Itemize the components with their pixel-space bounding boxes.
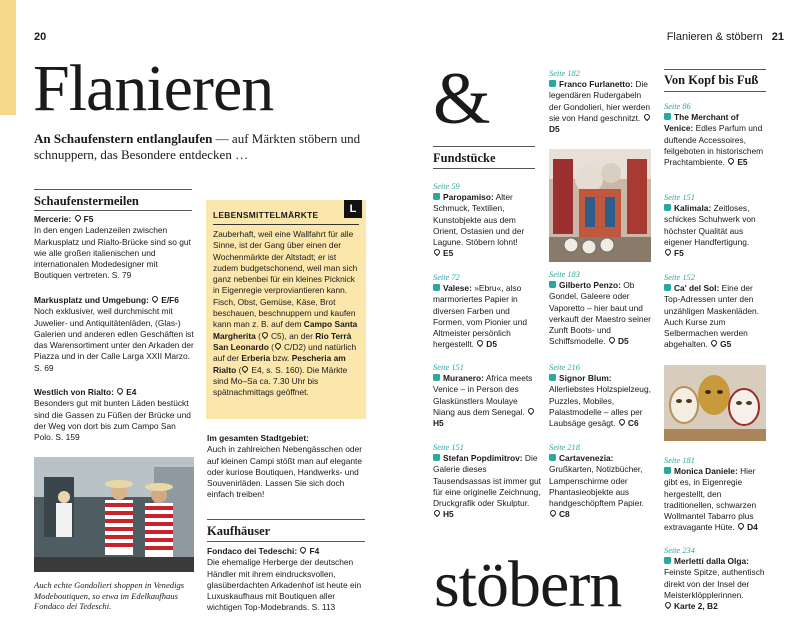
map-pin-icon [73,214,81,222]
shop-text: Ob Gondel, Galeere oder Vaporetto – hier baut und verkauft der Maestro seiner Zunft Boots- und Schiffsmodelle. [549,280,651,347]
section-heading-kaufhaeuser: Kaufhäuser [207,524,271,538]
lebensmittel-heading: LEBENSMITTELMÄRKTE [213,210,319,220]
entry-name: Mercerie: [34,214,72,224]
text-span: ), an der [281,330,316,341]
divider [433,146,535,147]
photo-shop-window [549,149,651,262]
title-flanieren: Flanieren [33,52,274,125]
shop-entry [433,443,541,521]
shopping-bag-icon [664,467,671,474]
page-reference: Seite 59 [433,182,460,191]
shop-name: Stefan Popdimitrov: [443,453,523,463]
running-head-title: Flanieren & stöbern [666,31,763,43]
map-pin-icon [116,387,124,395]
stadtgebiet-entry [207,433,367,501]
shop-name: Merletti dalla Olga: [674,556,749,566]
entry-text: Besonders gut mit bunten Läden bestückt sind die Gassen zu Füßen der Brücke und der Weg von dort bis zum Campo San Polo. S. 159 [34,398,191,443]
page-number-right: 21 [771,31,784,43]
text-span: ( [268,341,274,352]
map-pin-icon [737,522,745,530]
shop-name: Paropamiso: [443,192,494,202]
shopping-bag-icon [664,557,671,564]
shop-entry [549,69,655,135]
photo-shop-window [549,149,651,262]
divider [213,224,359,225]
divider [34,189,192,190]
shop-text: Grußkarten, Notizbücher, Lampenschirme oder Phantasieobjekte aus handgeschöpftem Papier. [549,464,644,509]
shop-name: The Merchant of Venice: [664,112,739,134]
entry-name: Im gesamten Stadtgebiet: [207,433,309,443]
shopping-bag-icon [664,284,671,291]
shop-entry [549,443,655,521]
shop-location: D5 [549,124,560,135]
divider [664,69,766,70]
photo-masks [664,365,766,441]
shop-entry [664,456,770,534]
map-location: E4, s. S. 160 [251,364,300,375]
title-stoebern: stöbern [434,548,622,621]
shopping-bag-icon [549,281,556,288]
text-span: Zauberhaft, weil eine Wallfahrt für alle Sinne, ist der Gang über einen der Wochenmärkte der Altstadt; er ist zudem budgetschonend, weil man sich ganz nebenbei für ein kleines Picknick in Eigenregie verproviantieren kann. Fisch, Obst, Gemüse, Käse, Brot beschauen, beschnuppern und kaufen kann man z. B. auf dem [213,229,358,330]
map-pin-icon [527,407,535,415]
shop-text: Allerliebstes Holzspielzeug, Puzzles, Mobiles, Palastmodelle – alles per Laubsäge gesägt. [549,384,651,429]
market-name: Erberia [241,353,271,364]
decorative-yellow-bar [0,0,16,115]
lebensmittel-text [213,229,363,398]
section-heading-vonkopf: Von Kopf bis Fuß [664,73,759,87]
shop-location: D5 [617,336,629,347]
divider [207,541,365,542]
schaufenster-entry [34,295,196,374]
shop-name: Cartavenezia: [559,453,614,463]
map-pin-icon [261,330,269,338]
shop-text: Feinste Spitze, authentisch direkt von der Insel der Meisterklöpplerinnen. [664,567,765,600]
entry-text: Die ehemalige Herberge der deutschen Händler mit ihrem eindrucksvollen, glasüberdachten Arkadenhof ist heute ein Luxuskaufhaus mit Boutiquen aller wichtigen Top-Modebrands. S. 113 [207,557,362,613]
page-reference: Seite 181 [664,456,695,465]
page-reference: Seite 151 [433,363,464,372]
divider [433,168,535,169]
map-pin-icon [476,339,484,347]
map-pin-icon [664,248,672,256]
photo-gondolieri-shopping [34,457,194,572]
map-pin-icon [274,342,282,350]
entry-location: F5 [83,214,94,224]
page-reference: Seite 151 [433,443,464,452]
shop-name: Franco Furlanetto: [559,79,633,89]
market-name: Pescheria am Rialto [213,353,346,375]
section-heading-schaufenster: Schaufenstermeilen [34,194,139,208]
page-reference: Seite 152 [664,273,695,282]
shop-location: H5 [433,418,444,429]
shop-entry [549,270,655,348]
shop-entry [664,273,770,351]
shop-entry [433,273,541,351]
divider [207,519,365,520]
shop-entry [664,546,770,612]
entry-name: Westlich von Rialto: [34,387,114,397]
page-number-left: 20 [34,31,47,43]
map-location: C/D2 [283,341,304,352]
shop-name: Ca' del Sol: [674,283,720,293]
map-pin-icon [299,546,307,554]
entry-location: F4 [309,546,320,556]
shop-location: F5 [674,248,684,259]
subtitle-rest: — auf Märkten stöbern und schnuppern, das Besondere entdecken … [34,131,361,162]
shop-location: Karte 2, B2 [674,601,718,612]
page-reference: Seite 86 [664,102,691,111]
shop-location: E5 [737,157,748,168]
subtitle-bold: An Schaufenstern entlanglaufen [34,131,213,146]
shop-entry [664,193,770,259]
shopping-bag-icon [664,204,671,211]
text-span: ) und natürlich auf der [213,341,357,364]
shop-location: C8 [559,509,570,520]
market-name: Campo Santa Margherita [213,319,358,341]
kaufhaus-entry [207,546,369,614]
entry-name: Markusplatz und Umgebung: [34,295,149,305]
photo-masks [664,365,766,441]
page-reference: Seite 183 [549,270,580,279]
photo-gondolieri-shopping [34,457,194,572]
shopping-bag-icon [549,454,556,461]
text-span: ( [236,364,242,375]
text-span: ). Die Märkte sind Mo–Sa ca. 7.30 Uhr bis spätnachmittags geöffnet. [213,364,348,398]
schaufenster-entry [34,214,194,282]
page-reference: Seite 182 [549,69,580,78]
map-pin-icon [727,157,735,165]
shop-location: D5 [486,339,498,350]
page-reference: Seite 234 [664,546,695,555]
map-pin-icon [618,418,626,426]
text-span: ( [255,330,261,341]
shop-text: Alter Schmuck, Textilien, Kunstobjekte aus dem Orient, Ostasien und der Lagune. Stöbern lohnt! [433,192,525,248]
badge-l: L [344,200,362,218]
map-pin-icon [549,509,557,517]
map-pin-icon [151,295,159,303]
shop-text: »Ebru«, also marmoriertes Papier in diversen Farben und Formen, vom Pionier und Altmeister persönlich hergestellt. [433,283,528,350]
shop-name: Kalimala: [674,203,712,213]
entry-text: Auch in zahlreichen Nebengässchen oder auf kleinen Campi stößt man auf elegante oder kuriose Boutiquen, Handwerks- und Souvenirläden. Lassen Sie sich doch einfach treiben! [207,444,363,500]
page-reference: Seite 72 [433,273,460,282]
divider [664,91,766,92]
shopping-bag-icon [549,80,556,87]
shop-text: Eine der Top-Adressen unter den unzähligen Maskenläden. Auch Kurse zum Selbermachen werden abgehalten. [664,283,759,350]
entry-location: E4 [126,387,137,397]
title-ampersand: & [433,58,491,140]
map-pin-icon [642,113,650,121]
shopping-bag-icon [433,193,440,200]
page-reference: Seite 151 [664,193,695,202]
shop-location: G5 [720,339,732,350]
map-location: C5 [270,330,282,341]
market-name: Rio Terrà San Leonardo [213,330,352,352]
text-span: bzw. [270,353,292,364]
shop-location: C6 [627,418,639,429]
map-pin-icon [608,336,616,344]
schaufenster-entry [34,387,196,443]
shop-text: Die Galerie dieses Tausendsassas ist immer gut für eine originelle Zeichnung, Druckgrafik oder Skulptur. [433,453,541,509]
shopping-bag-icon [433,374,440,381]
shop-name: Monica Daniele: [674,466,738,476]
shop-text: Die legendären Rudergabeln der Gondolieri, hier werden sie von Hand geschnitzt. [549,79,651,123]
map-pin-icon [710,339,718,347]
shopping-bag-icon [433,454,440,461]
shop-name: Muranero: [443,373,484,383]
shop-entry [664,102,770,168]
shop-location: E5 [443,248,454,259]
page-reference: Seite 218 [549,443,580,452]
shopping-bag-icon [664,113,671,120]
running-head [667,31,784,43]
divider [34,210,192,211]
subtitle [34,131,384,163]
map-pin-icon [241,364,249,372]
shopping-bag-icon [549,374,556,381]
entry-location: E/F6 [161,295,179,305]
shop-name: Gilberto Penzo: [559,280,621,290]
shop-entry [433,363,541,429]
shop-text: Edles Parfum und duftende Accessoires, feilgeboten in historischem Prachtambiente. [664,123,764,168]
photo-caption: Auch echte Gondolieri shoppen in Venedigs Modeboutiquen, so etwa im Edelkaufhaus Fondaco dei Tedeschi. [34,580,185,612]
map-pin-icon [433,509,441,517]
shop-location: D4 [747,522,758,533]
shop-name: Signor Blum: [559,373,612,383]
entry-text: Noch exklusiver, weil durchmischt mit Juwelier- und Antiquitätenläden, (Glas-) Galerien und anderen edlen Geschäften ist das Warensortiment unter den Arkaden der Piazza und in der Calle Larga XXII Marzo. S. 69 [34,306,194,373]
shop-text: Africa meets Venice – in Person des Glaskünstlers Moulaye Niang aus dem Senegal. [433,373,533,417]
entry-text: In den engen Ladenzeilen zwischen Markusplatz und Rialto-Brücke sind so gut wie alle großen italienischen und internationalen Modedesigner mit Boutiquen vertreten. S. 79 [34,225,191,281]
map-pin-icon [433,248,441,256]
page-reference: Seite 216 [549,363,580,372]
shop-entry [433,182,541,260]
map-pin-icon [664,601,672,609]
shop-text: Zeitloses, schickes Schuhwerk von höchster Qualität aus eigener Handfertigung. [664,203,756,247]
entry-name: Fondaco dei Tedeschi: [207,546,298,556]
shop-location: H5 [443,509,454,520]
section-heading-fundstuecke: Fundstücke [433,151,496,165]
shop-entry [549,363,655,429]
shop-name: Valese: [443,283,472,293]
shopping-bag-icon [433,284,440,291]
shop-text: Hier gibt es, in Eigenregie hergestellt, den traditionellen, schwarzen Wollmantel Tabarro plus extravagante Hüte. [664,466,757,533]
